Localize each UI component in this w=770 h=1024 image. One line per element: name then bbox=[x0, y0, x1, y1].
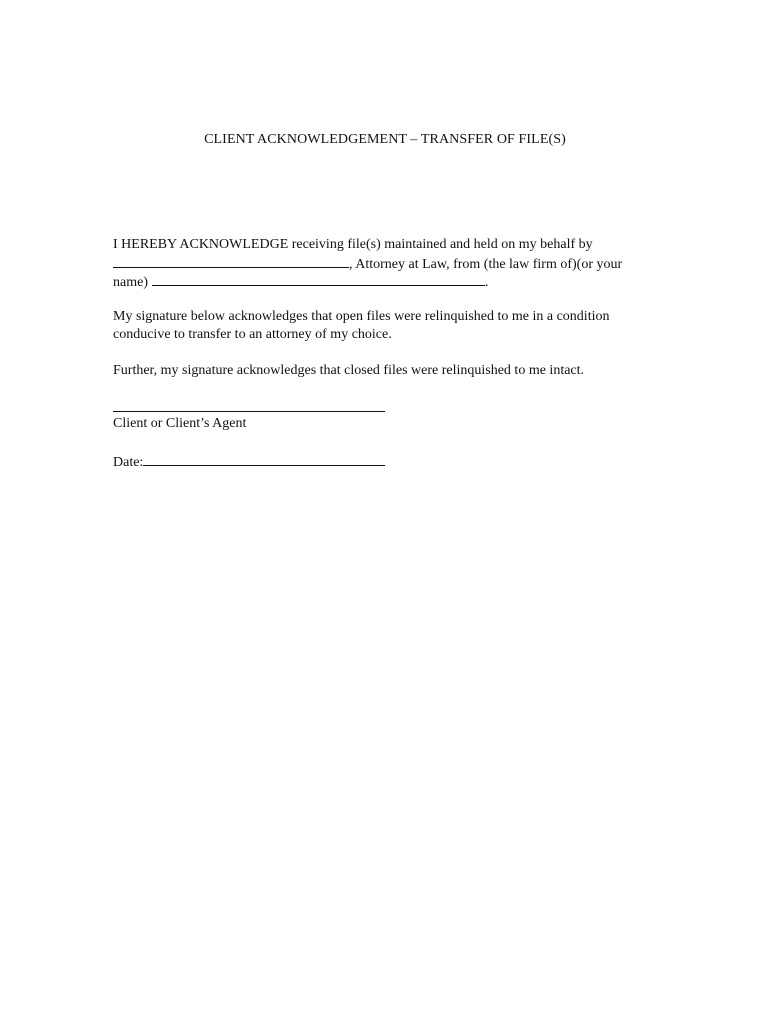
date-row bbox=[113, 452, 385, 472]
closed-files-paragraph bbox=[113, 362, 658, 380]
paragraph-line: conducive to transfer to an attorney of my choice. bbox=[113, 327, 392, 342]
paragraph-line: Further, my signature acknowledges that closed files were relinquished to me intact. bbox=[113, 363, 585, 378]
open-files-paragraph bbox=[113, 308, 658, 344]
acknowledgement-paragraph bbox=[113, 236, 658, 290]
date-blank[interactable] bbox=[143, 452, 385, 466]
paragraph-line: My signature below acknowledges that open files were relinquished to me in a condition bbox=[113, 309, 610, 324]
law-firm-blank[interactable] bbox=[152, 272, 485, 286]
paragraph-line bbox=[113, 254, 658, 272]
date-label: Date: bbox=[113, 455, 144, 470]
period-text: . bbox=[484, 275, 489, 290]
document-title: CLIENT ACKNOWLEDGEMENT – TRANSFER OF FILE(S) bbox=[204, 132, 566, 147]
paragraph-line: I HEREBY ACKNOWLEDGE receiving file(s) maintained and held on my behalf by bbox=[113, 237, 593, 252]
attorney-name-blank[interactable] bbox=[113, 254, 349, 268]
attorney-suffix-text: , Attorney at Law, from (the law firm of)(or your bbox=[349, 257, 623, 272]
signature-line[interactable] bbox=[113, 411, 385, 412]
paragraph-line bbox=[113, 272, 658, 290]
signature-label: Client or Client’s Agent bbox=[113, 416, 247, 431]
name-prefix-text: name) bbox=[113, 275, 148, 290]
